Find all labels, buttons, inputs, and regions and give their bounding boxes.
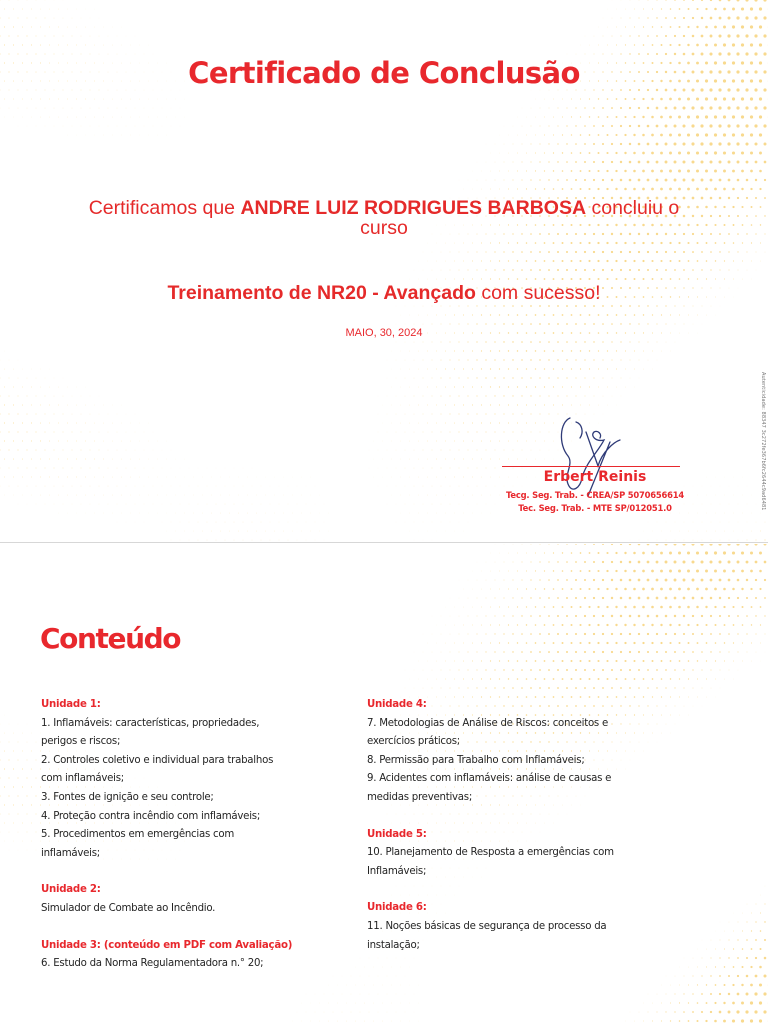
unit-topic-line: 11. Noções básicas de segurança de processo da xyxy=(367,920,607,932)
unit-topic-line: 6. Estudo da Norma Regulamentadora n.° 20; xyxy=(41,958,264,970)
unit-block xyxy=(367,899,642,955)
unit-topic-line: 4. Proteção contra incêndio com inflamáveis; xyxy=(41,810,261,822)
authenticity-code: Autenticidade: 88347 3c272fe367b6fc2644c9ad6481 xyxy=(760,372,766,511)
unit-heading: Unidade 1: xyxy=(41,699,101,710)
unit-topic-line: inflamáveis; xyxy=(41,847,100,859)
signatory-credential-crea: Tecg. Seg. Trab. - CREA/SP 5070656614 xyxy=(505,490,684,500)
unit-topic-line: 10. Planejamento de Resposta a emergências com xyxy=(367,847,614,859)
unit-topic-line: 7. Metodologias de Análise de Riscos: conceitos e xyxy=(367,717,608,729)
course-name: Treinamento de NR20 - Avançado xyxy=(167,282,476,304)
success-text: com sucesso! xyxy=(481,282,601,304)
unit-topic-line: Simulador de Combate ao Incêndio. xyxy=(41,902,216,914)
unit-heading: Unidade 4: xyxy=(367,699,427,710)
unit-block xyxy=(41,881,311,918)
unit-topic-line: Inflamáveis; xyxy=(367,865,427,877)
statement-course-word: curso xyxy=(360,217,408,239)
unit-topic-line: perigos e riscos; xyxy=(41,736,121,748)
unit-heading: Unidade 3: (conteúdo em PDF com Avaliação) xyxy=(41,939,293,951)
units-left-column xyxy=(41,696,311,992)
student-name: ANDRE LUIZ RODRIGUES BARBOSA xyxy=(240,197,587,219)
unit-topic-line: instalação; xyxy=(367,939,420,951)
unit-topic-line: 3. Fontes de ignição e seu controle; xyxy=(41,791,214,803)
content-page xyxy=(0,544,768,1024)
unit-heading: Unidade 5: xyxy=(367,828,427,840)
course-statement xyxy=(40,282,728,305)
signature-block xyxy=(500,412,690,522)
unit-block xyxy=(367,696,642,808)
unit-topic-line: medidas preventivas; xyxy=(367,791,473,803)
unit-topic-line: exercícios práticos; xyxy=(367,736,460,748)
certificate-title: Certificado de Conclusão xyxy=(188,56,580,90)
unit-heading: Unidade 6: xyxy=(367,902,427,914)
unit-topic-line: 8. Permissão para Trabalho com Inflamáveis; xyxy=(367,754,585,766)
unit-block xyxy=(41,696,311,863)
certificate-statement xyxy=(40,198,728,238)
unit-block xyxy=(41,937,311,974)
unit-topic-line: 9. Acidentes com inflamáveis: análise de causas e xyxy=(367,773,612,785)
signatory-name: Erbert Reinis xyxy=(543,469,647,485)
signatory-credential-mte: Tec. Seg. Trab. - MTE SP/012051.0 xyxy=(518,503,672,513)
unit-topic-line: 1. Inflamáveis: características, propriedades, xyxy=(41,717,260,729)
completion-date: MAIO, 30, 2024 xyxy=(345,327,423,339)
content-title: Conteúdo xyxy=(40,622,181,655)
unit-block xyxy=(367,826,642,882)
unit-topic-line: 5. Procedimentos em emergências com xyxy=(41,829,235,841)
unit-topic-line: com inflamáveis; xyxy=(41,773,124,785)
units-right-column xyxy=(367,696,642,973)
signature-line xyxy=(502,466,680,467)
unit-topic-line: 2. Controles coletivo e individual para trabalhos xyxy=(41,754,274,766)
statement-concluded: concluiu o xyxy=(591,197,680,219)
statement-intro: Certificamos que xyxy=(88,197,236,219)
unit-heading: Unidade 2: xyxy=(41,884,101,896)
